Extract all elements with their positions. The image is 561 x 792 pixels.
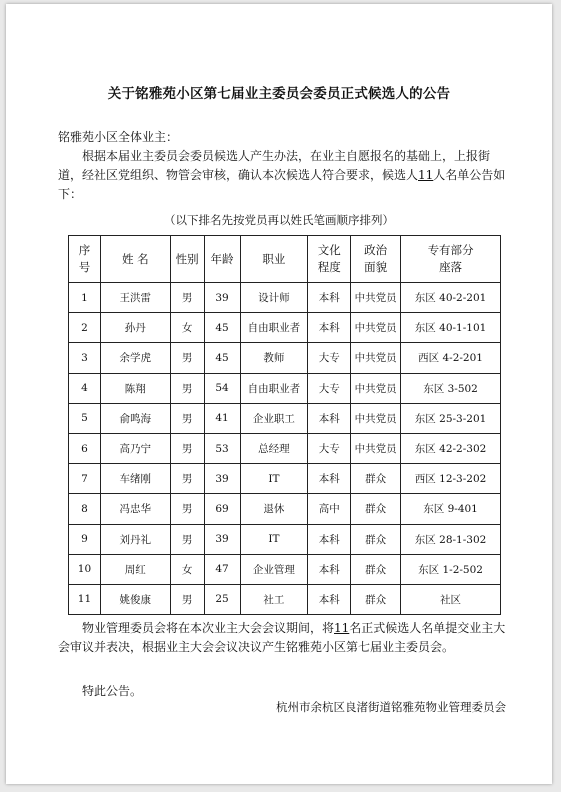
cell-politics: 中共党员 xyxy=(351,313,401,343)
intro-candidate-count: 11 xyxy=(418,168,434,182)
cell-gender: 男 xyxy=(170,403,204,433)
cell-name: 姚俊康 xyxy=(100,584,170,614)
header-gender: 性别 xyxy=(170,236,204,283)
cell-edu: 大专 xyxy=(308,343,351,373)
cell-address: 东区 1-2-502 xyxy=(401,554,501,584)
cell-job: IT xyxy=(240,464,308,494)
cell-job: 总经理 xyxy=(240,433,308,463)
table-row xyxy=(69,403,501,433)
cell-name: 王洪雷 xyxy=(100,283,170,313)
cell-job: 设计师 xyxy=(240,283,308,313)
cell-age: 39 xyxy=(204,464,240,494)
cell-address: 东区 40-1-101 xyxy=(401,313,501,343)
cell-no: 4 xyxy=(69,373,101,403)
cell-gender: 男 xyxy=(170,494,204,524)
table-row xyxy=(69,343,501,373)
table-row xyxy=(69,283,501,313)
cell-age: 69 xyxy=(204,494,240,524)
cell-address: 西区 4-2-201 xyxy=(401,343,501,373)
cell-age: 25 xyxy=(204,584,240,614)
table-row xyxy=(69,373,501,403)
header-no: 序号 xyxy=(69,236,101,283)
salutation: 铭雅苑小区全体业主： xyxy=(58,130,179,144)
header-name: 姓 名 xyxy=(100,236,170,283)
cell-name: 余学虎 xyxy=(100,343,170,373)
table-row xyxy=(69,464,501,494)
cell-address: 东区 25-3-201 xyxy=(401,403,501,433)
cell-no: 3 xyxy=(69,343,101,373)
cell-address: 东区 28-1-302 xyxy=(401,524,501,554)
header-age: 年龄 xyxy=(204,236,240,283)
cell-name: 高乃宁 xyxy=(100,433,170,463)
closing-count: 11 xyxy=(334,621,350,635)
cell-name: 陈翔 xyxy=(100,373,170,403)
cell-name: 冯忠华 xyxy=(100,494,170,524)
cell-address: 东区 42-2-302 xyxy=(401,433,501,463)
cell-age: 41 xyxy=(204,403,240,433)
cell-address: 西区 12-3-202 xyxy=(401,464,501,494)
header-edu: 文化程度 xyxy=(308,236,351,283)
cell-politics: 群众 xyxy=(351,584,401,614)
cell-job: 社工 xyxy=(240,584,308,614)
cell-age: 47 xyxy=(204,554,240,584)
cell-gender: 男 xyxy=(170,524,204,554)
cell-politics: 中共党员 xyxy=(351,283,401,313)
cell-edu: 本科 xyxy=(308,524,351,554)
cell-gender: 女 xyxy=(170,554,204,584)
table-row xyxy=(69,584,501,614)
cell-edu: 高中 xyxy=(308,494,351,524)
cell-edu: 本科 xyxy=(308,403,351,433)
cell-edu: 本科 xyxy=(308,554,351,584)
cell-edu: 本科 xyxy=(308,584,351,614)
table-row xyxy=(69,554,501,584)
cell-gender: 女 xyxy=(170,313,204,343)
cell-age: 39 xyxy=(204,283,240,313)
cell-name: 俞鸣海 xyxy=(100,403,170,433)
cell-edu: 大专 xyxy=(308,373,351,403)
cell-no: 10 xyxy=(69,554,101,584)
cell-gender: 男 xyxy=(170,584,204,614)
cell-job: 教师 xyxy=(240,343,308,373)
cell-age: 45 xyxy=(204,343,240,373)
closing-text-after: 名正式候选人名单提交业主大会审议并表决，根据业主大会会议决议产生铭雅苑小区第七届业主委员会。 xyxy=(58,621,506,654)
cell-gender: 男 xyxy=(170,373,204,403)
cell-job: 企业管理 xyxy=(240,554,308,584)
cell-no: 7 xyxy=(69,464,101,494)
cell-address: 东区 9-401 xyxy=(401,494,501,524)
table-row xyxy=(69,433,501,463)
cell-name: 刘丹礼 xyxy=(100,524,170,554)
document-page xyxy=(6,4,552,784)
intro-text-after: 人名单公告如下： xyxy=(58,168,506,201)
cell-age: 54 xyxy=(204,373,240,403)
intro-paragraph xyxy=(58,147,510,204)
candidate-table xyxy=(68,235,501,615)
cell-politics: 群众 xyxy=(351,524,401,554)
cell-politics: 群众 xyxy=(351,494,401,524)
table-row xyxy=(69,494,501,524)
cell-politics: 中共党员 xyxy=(351,403,401,433)
cell-edu: 本科 xyxy=(308,313,351,343)
table-row xyxy=(69,524,501,554)
cell-name: 车绪刚 xyxy=(100,464,170,494)
header-job: 职业 xyxy=(240,236,308,283)
ordering-note: （以下排名先按党员再以姓氏笔画顺序排列） xyxy=(164,213,394,227)
cell-gender: 男 xyxy=(170,433,204,463)
cell-no: 2 xyxy=(69,313,101,343)
cell-politics: 群众 xyxy=(351,554,401,584)
intro-text-before: 根据本届业主委员会委员候选人产生办法，在业主自愿报名的基础上，上报街道，经社区党组织、物管会审核，确认本次候选人符合要求，候选人 xyxy=(58,149,491,182)
cell-job: 退休 xyxy=(240,494,308,524)
cell-edu: 本科 xyxy=(308,283,351,313)
cell-politics: 中共党员 xyxy=(351,433,401,463)
header-address: 专有部分座落 xyxy=(401,236,501,283)
cell-no: 11 xyxy=(69,584,101,614)
cell-job: IT xyxy=(240,524,308,554)
cell-age: 53 xyxy=(204,433,240,463)
cell-gender: 男 xyxy=(170,343,204,373)
cell-politics: 群众 xyxy=(351,464,401,494)
closing-text-before: 物业管理委员会将在本次业主大会会议期间，将 xyxy=(82,621,335,635)
cell-address: 东区 3-502 xyxy=(401,373,501,403)
cell-no: 8 xyxy=(69,494,101,524)
cell-age: 45 xyxy=(204,313,240,343)
cell-age: 39 xyxy=(204,524,240,554)
cell-job: 自由职业者 xyxy=(240,373,308,403)
table-header-row xyxy=(69,236,501,283)
document-title: 关于铭雅苑小区第七届业主委员会委员正式候选人的公告 xyxy=(107,86,451,102)
cell-politics: 中共党员 xyxy=(351,373,401,403)
cell-gender: 男 xyxy=(170,283,204,313)
cell-gender: 男 xyxy=(170,464,204,494)
signature: 杭州市余杭区良渚街道铭雅苑物业管理委员会 xyxy=(276,700,506,714)
cell-no: 6 xyxy=(69,433,101,463)
cell-no: 9 xyxy=(69,524,101,554)
cell-politics: 中共党员 xyxy=(351,343,401,373)
cell-name: 孙丹 xyxy=(100,313,170,343)
cell-no: 5 xyxy=(69,403,101,433)
closing-paragraph xyxy=(58,619,510,657)
table-row xyxy=(69,313,501,343)
cell-name: 周红 xyxy=(100,554,170,584)
cell-no: 1 xyxy=(69,283,101,313)
cell-edu: 本科 xyxy=(308,464,351,494)
cell-address: 东区 40-2-201 xyxy=(401,283,501,313)
header-politics: 政治面貌 xyxy=(351,236,401,283)
cell-job: 自由职业者 xyxy=(240,313,308,343)
cell-address: 社区 xyxy=(401,584,501,614)
special-notice: 特此公告。 xyxy=(82,684,143,698)
cell-edu: 大专 xyxy=(308,433,351,463)
cell-job: 企业职工 xyxy=(240,403,308,433)
